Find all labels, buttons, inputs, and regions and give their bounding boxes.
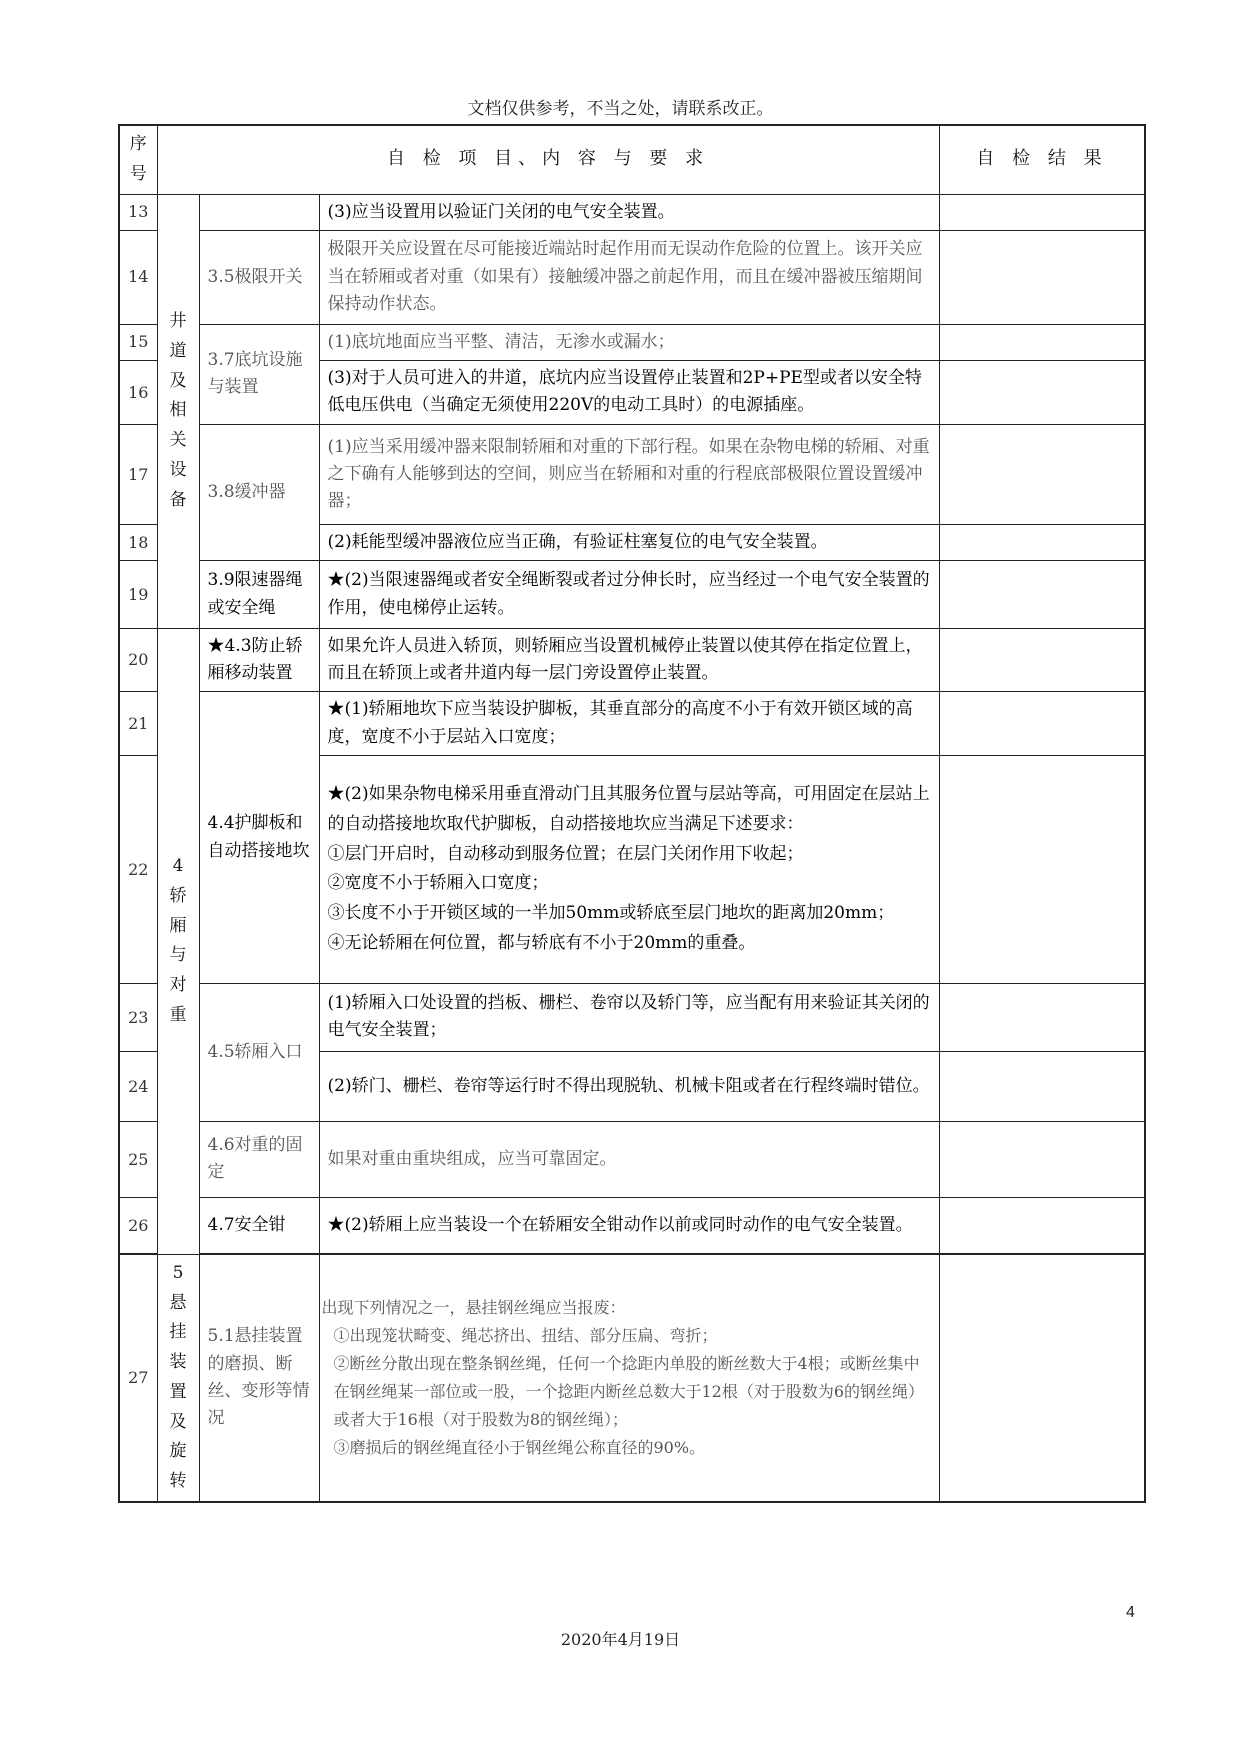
requirement-text: (2)轿门、栅栏、卷帘等运行时不得出现脱轨、机械卡阻或者在行程终端时错位。: [319, 1051, 939, 1121]
requirement-point: ③长度不小于开锁区域的一半加50mm或轿底至层门地坎的距离加20mm；: [327, 903, 895, 924]
requirement-point: ③磨损后的钢丝绳直径小于钢丝绳公称直径的90%。: [333, 1437, 706, 1457]
item-label: 3.7底坑设施与装置: [199, 324, 319, 424]
result-cell[interactable]: [939, 524, 1145, 560]
row-seq: 18: [119, 524, 157, 560]
result-cell[interactable]: [939, 424, 1145, 524]
page-number: 4: [1126, 1604, 1135, 1621]
item-label: 4.7安全钳: [199, 1197, 319, 1253]
header-note: 文档仅供参考，不当之处，请联系改正。: [467, 99, 774, 119]
result-cell[interactable]: [939, 194, 1145, 230]
table-row: [119, 983, 1145, 1051]
requirement-text: (3)对于人员可进入的井道，底坑内应当设置停止装置和2P+PE型或者以安全特低电压供电（当确定无须使用220V的电动工具时）的电源插座。: [319, 360, 939, 424]
result-cell[interactable]: [939, 1254, 1145, 1502]
row-seq: 17: [119, 424, 157, 524]
item-label: ★4.3防止轿厢移动装置: [199, 629, 319, 692]
result-cell[interactable]: [939, 1121, 1145, 1197]
requirement-point: ②断丝分散出现在整条钢丝绳，任何一个捻距内单股的断丝数大于4根；或断丝集中在钢丝绳某一部位或一股，一个捻距内断丝总数大于12根（对于股数为6的钢丝绳）或者大于16根（对于股数为8的钢丝绳）；: [333, 1353, 925, 1429]
result-cell[interactable]: [939, 230, 1145, 324]
requirement-intro: 出现下列情况之一，悬挂钢丝绳应当报废：: [321, 1297, 626, 1317]
row-seq: 13: [119, 194, 157, 230]
result-cell[interactable]: [939, 755, 1145, 983]
row-seq: 19: [119, 561, 157, 629]
result-cell[interactable]: [939, 692, 1145, 755]
row-seq: 21: [119, 692, 157, 755]
table-header-row: [119, 125, 1145, 194]
category-shaft: 井道及相关设备: [157, 194, 199, 629]
table-row: [119, 1254, 1145, 1502]
result-cell[interactable]: [939, 1051, 1145, 1121]
item-label: 4.6对重的固定: [199, 1121, 319, 1197]
row-seq: 16: [119, 360, 157, 424]
result-cell[interactable]: [939, 561, 1145, 629]
table-row: [119, 230, 1145, 324]
table-row: [119, 692, 1145, 755]
table-row: [119, 1121, 1145, 1197]
table-row: [119, 561, 1145, 629]
requirement-text: (1)轿厢入口处设置的挡板、栅栏、卷帘以及轿门等，应当配有用来验证其关闭的电气安全装置；: [319, 983, 939, 1051]
item-label: 3.5极限开关: [199, 230, 319, 324]
table-row: [119, 629, 1145, 692]
category-car: 4轿厢与对重: [157, 629, 199, 1255]
requirement-point: ②宽度不小于轿厢入口宽度；: [327, 873, 549, 894]
row-seq: 15: [119, 324, 157, 360]
requirement-text: [319, 1254, 939, 1502]
table-row: [119, 194, 1145, 230]
result-cell[interactable]: [939, 629, 1145, 692]
result-cell[interactable]: [939, 1197, 1145, 1253]
item-label: 3.8缓冲器: [199, 424, 319, 560]
row-seq: 22: [119, 755, 157, 983]
requirement-text: ★(2)轿厢上应当装设一个在轿厢安全钳动作以前或同时动作的电气安全装置。: [319, 1197, 939, 1253]
item-empty: [199, 194, 319, 230]
item-label: 4.4护脚板和自动搭接地坎: [199, 692, 319, 983]
row-seq: 20: [119, 629, 157, 692]
footer-date: 2020年4月19日: [560, 1630, 681, 1649]
row-seq: 26: [119, 1197, 157, 1253]
requirement-text: (3)应当设置用以验证门关闭的电气安全装置。: [319, 194, 939, 230]
result-cell[interactable]: [939, 983, 1145, 1051]
item-label: 5.1悬挂装置的磨损、断丝、变形等情况: [199, 1254, 319, 1502]
category-suspension: 5悬挂装置及旋转: [157, 1254, 199, 1502]
requirement-text: (1)底坑地面应当平整、清洁，无渗水或漏水；: [319, 324, 939, 360]
table-row: [119, 1197, 1145, 1253]
requirement-intro: ★(2)如果杂物电梯采用垂直滑动门且其服务位置与层站等高，可用固定在层站上的自动搭接地坎取代护脚板，自动搭接地坎应当满足下述要求：: [327, 784, 930, 834]
row-seq: 25: [119, 1121, 157, 1197]
row-seq: 14: [119, 230, 157, 324]
requirement-text: ★(1)轿厢地坎下应当装设护脚板，其垂直部分的高度不小于有效开锁区域的高度，宽度不小于层站入口宽度；: [319, 692, 939, 755]
result-cell[interactable]: [939, 360, 1145, 424]
table-row: [119, 424, 1145, 524]
requirement-text: 极限开关应设置在尽可能接近端站时起作用而无误动作危险的位置上。该开关应当在轿厢或者对重（如果有）接触缓冲器之前起作用，而且在缓冲器被压缩期间保持动作状态。: [319, 230, 939, 324]
requirement-point: ①出现笼状畸变、绳芯挤出、扭结、部分压扁、弯折；: [333, 1325, 718, 1345]
requirement-point: ④无论轿厢在何位置，都与轿底有不小于20mm的重叠。: [327, 932, 756, 953]
inspection-table: [118, 124, 1146, 1503]
requirement-text: ★(2)当限速器绳或者安全绳断裂或者过分伸长时，应当经过一个电气安全装置的作用，使电梯停止运转。: [319, 561, 939, 629]
row-seq: 27: [119, 1254, 157, 1502]
col-header-seq: 序号: [119, 125, 157, 194]
requirement-point: ①层门开启时，自动移动到服务位置；在层门关闭作用下收起；: [327, 843, 804, 864]
table-row: [119, 324, 1145, 360]
row-seq: 23: [119, 983, 157, 1051]
requirement-text: (1)应当采用缓冲器来限制轿厢和对重的下部行程。如果在杂物电梯的轿厢、对重之下确有人能够到达的空间，则应当在轿厢和对重的行程底部极限位置设置缓冲器；: [319, 424, 939, 524]
row-seq: 24: [119, 1051, 157, 1121]
result-cell[interactable]: [939, 324, 1145, 360]
requirement-text: (2)耗能型缓冲器液位应当正确，有验证柱塞复位的电气安全装置。: [319, 524, 939, 560]
requirement-text: 如果对重由重块组成，应当可靠固定。: [319, 1121, 939, 1197]
item-label: 3.9限速器绳或安全绳: [199, 561, 319, 629]
item-label: 4.5轿厢入口: [199, 983, 319, 1121]
requirement-text: 如果允许人员进入轿顶，则轿厢应当设置机械停止装置以使其停在指定位置上，而且在轿顶上或者井道内每一层门旁设置停止装置。: [319, 629, 939, 692]
requirement-text: [319, 755, 939, 983]
col-header-result: 自 检 结 果: [939, 125, 1145, 194]
col-header-items: 自 检 项 目、内 容 与 要 求: [157, 125, 939, 194]
